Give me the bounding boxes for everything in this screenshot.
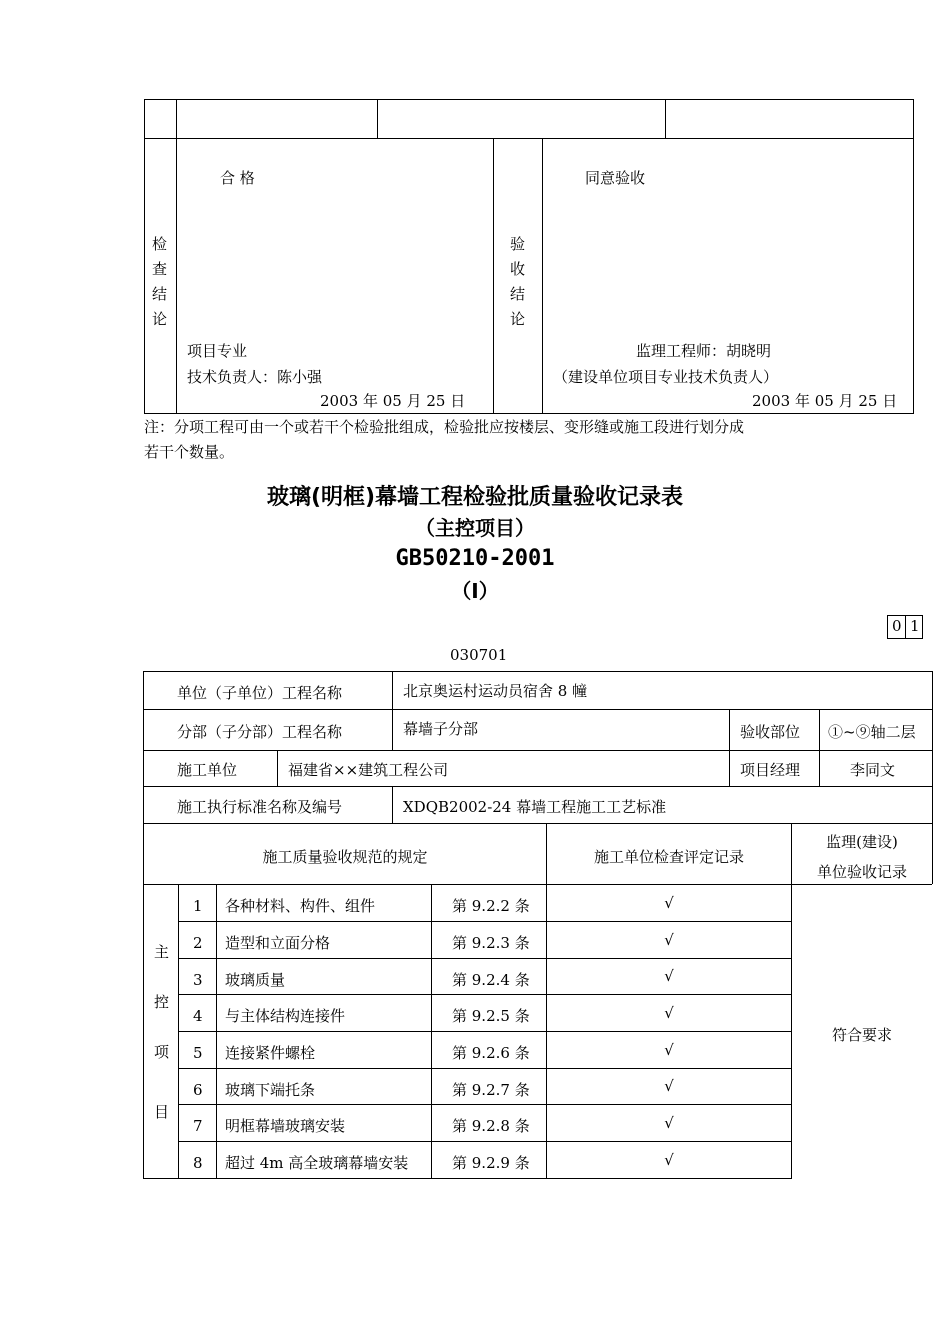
row-number: 2 [193, 934, 203, 952]
check-person-name: 技术负责人：陈小强 [187, 368, 323, 386]
row-clause: 第 9.2.3 条 [452, 934, 530, 952]
row-item: 明框幕墙玻璃安装 [225, 1117, 346, 1135]
row-item: 玻璃质量 [225, 971, 286, 989]
roman-numeral: （Ⅰ） [451, 579, 499, 603]
row-clause: 第 9.2.9 条 [452, 1154, 530, 1172]
unit-project-label: 单位（子单位）工程名称 [177, 684, 343, 702]
construction-unit-value: 福建省××建筑工程公司 [288, 761, 449, 779]
row-check: √ [664, 1151, 674, 1169]
accept-part-value: ①~⑨轴二层 [828, 723, 916, 741]
note-line-1: 注：分项工程可由一个或若干个检验批组成，检验批应按楼层、变形缝或施工段进行划分成 [144, 418, 745, 436]
header-spec: 施工质量验收规范的规定 [262, 848, 428, 866]
row-number: 6 [193, 1081, 203, 1099]
main-control-char-4: 目 [154, 1103, 170, 1121]
sub-project-value: 幕墙子分部 [403, 720, 479, 738]
row-clause: 第 9.2.2 条 [452, 897, 530, 915]
form-subtitle: （主控项目） [415, 516, 535, 540]
serial-digit-2: 1 [910, 617, 920, 635]
acceptance-conclusion-label: 验收结论 [510, 235, 526, 328]
row-number: 5 [193, 1044, 203, 1062]
row-item: 超过 4m 高全玻璃幕墙安装 [225, 1154, 409, 1172]
header-check: 施工单位检查评定记录 [593, 848, 744, 866]
row-check: √ [664, 1077, 674, 1095]
accept-part-label: 验收部位 [740, 723, 801, 741]
row-number: 4 [193, 1007, 203, 1025]
check-conclusion-label: 检查结论 [152, 235, 168, 328]
project-manager-value: 李同文 [850, 761, 896, 779]
client-tech-lead: （建设单位项目专业技术负责人） [553, 368, 779, 386]
row-item: 玻璃下端托条 [225, 1081, 316, 1099]
construction-unit-label: 施工单位 [177, 761, 238, 779]
accept-date: 2003 年 05 月 25 日 [752, 392, 898, 410]
row-clause: 第 9.2.4 条 [452, 971, 530, 989]
supervisor-engineer: 监理工程师：胡晓明 [636, 342, 772, 360]
note-line-2: 若干个数量。 [144, 443, 235, 461]
row-clause: 第 9.2.5 条 [452, 1007, 530, 1025]
row-check: √ [664, 967, 674, 985]
row-clause: 第 9.2.8 条 [452, 1117, 530, 1135]
accept-result: 同意验收 [585, 169, 646, 187]
standard-code: GB50210-2001 [395, 546, 555, 571]
row-item: 连接紧件螺栓 [225, 1044, 316, 1062]
main-control-char-3: 项 [154, 1043, 170, 1061]
check-date: 2003 年 05 月 25 日 [320, 392, 466, 410]
row-check: √ [664, 931, 674, 949]
row-item: 造型和立面分格 [225, 934, 331, 952]
row-number: 7 [193, 1117, 203, 1135]
project-manager-label: 项目经理 [740, 761, 801, 779]
standard-label: 施工执行标准名称及编号 [177, 798, 343, 816]
check-result: 合 格 [220, 169, 255, 187]
row-number: 8 [193, 1154, 203, 1172]
row-item: 与主体结构连接件 [225, 1007, 346, 1025]
row-check: √ [664, 894, 674, 912]
header-supervisor-line1: 监理(建设) [826, 833, 898, 851]
row-check: √ [664, 1004, 674, 1022]
main-control-char-2: 控 [154, 993, 170, 1011]
row-check: √ [664, 1041, 674, 1059]
row-item: 各种材料、构件、组件 [225, 897, 376, 915]
form-title: 玻璃(明框)幕墙工程检验批质量验收记录表 [266, 485, 684, 510]
row-clause: 第 9.2.6 条 [452, 1044, 530, 1062]
standard-value: XDQB2002-24 幕墙工程施工工艺标准 [403, 798, 667, 816]
row-number: 1 [193, 897, 203, 915]
supervisor-result: 符合要求 [831, 1026, 892, 1044]
row-number: 3 [193, 971, 203, 989]
row-check: √ [664, 1114, 674, 1132]
main-control-char-1: 主 [154, 943, 170, 961]
sub-project-label: 分部（子分部）工程名称 [177, 723, 343, 741]
header-supervisor-line2: 单位验收记录 [816, 863, 907, 881]
form-code: 030701 [450, 646, 508, 664]
row-clause: 第 9.2.7 条 [452, 1081, 530, 1099]
check-person-title: 项目专业 [187, 342, 248, 360]
serial-digit-1: 0 [892, 617, 902, 635]
unit-project-value: 北京奥运村运动员宿舍 8 幢 [403, 682, 588, 700]
